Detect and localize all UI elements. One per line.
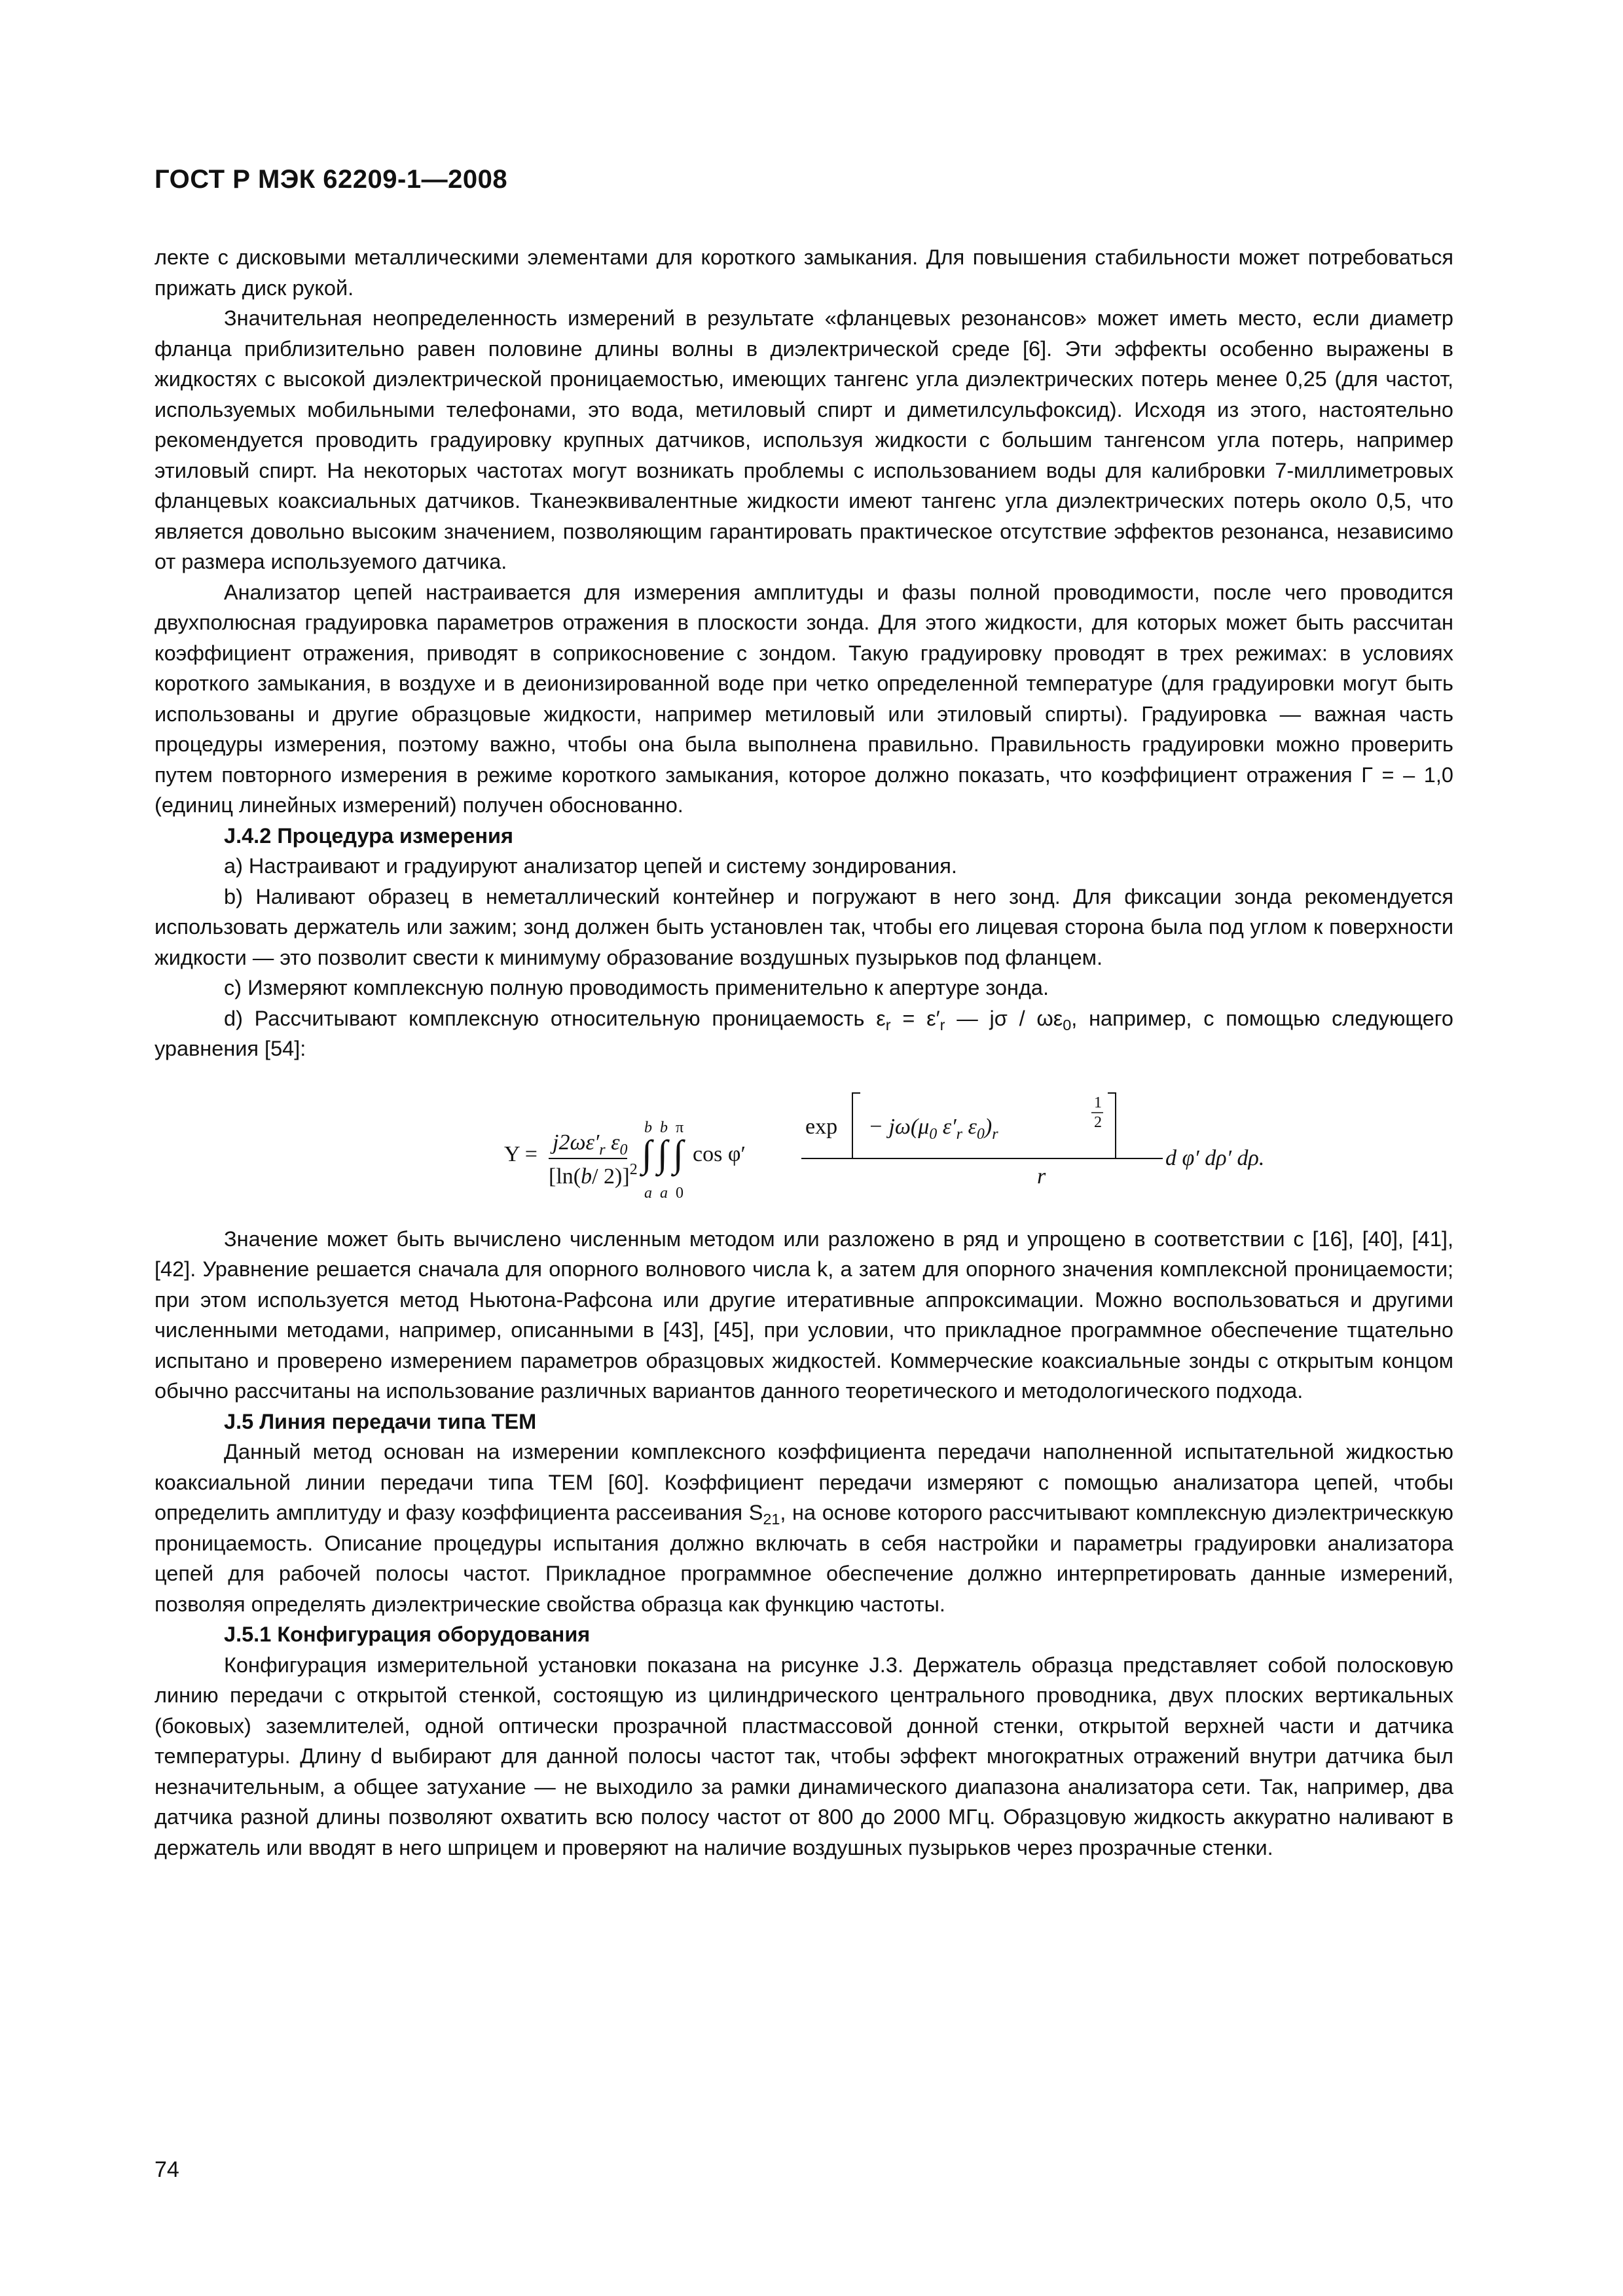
section-heading-j42: J.4.2 Процедура измерения (224, 823, 514, 848)
int-lower-1: a (644, 1184, 652, 1202)
formula-denominator: [ln(b/ 2)]$^2$ (549, 1160, 638, 1189)
paragraph: Конфигурация измерительной установки показана на рисунке J.3. Держатель образца представляет собой полосковую линию передачи с открытой стенкой, состоящую из цилиндрического центрального проводника, двух плоских вертикальных (боковых) заземлителей, одной оптически прозрачной пластмассовой донной стенки, открытой верхней части и датчика температуры. Длину d выбирают для данной полосы частот так, чтобы эффект многократных отражений внутри датчика был незначительным, а общее затухание — не выходило за рамки динамического диапазона анализатора сети. Так, например, два датчика разной длины позволяют охватить всю полосу частот от 800 до 2000 МГц. Образцовую жидкость аккуратно наливают в держатель или вводят в него шприцем и проверяют на наличие воздушных пузырьков через прозрачные стенки. (155, 1653, 1453, 1859)
int-upper-1: b (644, 1119, 652, 1136)
int-upper-2: b (660, 1119, 668, 1136)
paragraph: лекте с дисковыми металлическими элементами для короткого замыкания. Для повышения стабильности может потребоваться прижать диск рукой. (155, 245, 1453, 300)
paragraph: Анализатор цепей настраивается для измерения амплитуды и фазы полной проводимости, после чего проводится двухполюсная градуировка параметров отражения в плоскости зонда. Для этого жидкости, для которых может быть рассчитан коэффициент отражения, приводят в соприкосновение с зондом. Такую градуировку проводят в трех режимах: в условиях короткого замыкания, в воздухе и в деионизированной воде при четко определенной температуре (для градуировки могут быть использованы и другие образцовые жидкости, например метиловый или этиловый спирты). Градуировка — важная часть процедуры измерения, поэтому важно, чтобы она была выполнена правильно. Правильность градуировки можно проверить путем повторного измерения в режиме короткого замыкания, которое должно показать, что коэффициент отражения Г = – 1,0 (единиц линейных измерений) получен обоснованно. (155, 580, 1453, 817)
power-denominator: 2 (1094, 1113, 1102, 1131)
section-heading-j5: J.5 Линия передачи типа ТЕМ (224, 1409, 537, 1433)
left-bracket (852, 1093, 860, 1158)
body-text (155, 242, 1453, 1863)
formula-cos: cos φ′ (693, 1141, 746, 1166)
paragraph: Значение может быть вычислено численным методом или разложено в ряд и упрощено в соответствии с [16], [40], [41], [42]. Уравнение решается сначала для опорного волнового числа k, а затем для опорного значения комплексной проницаемости; при этом используется метод Ньютона-Рафсона или другие итеративные аппроксимации. Можно воспользоваться и другими численными методами, например, описанными в [43], [45], при условии, что прикладное программное обеспечение тщательно испытано и проверено измерением параметров образцовых жидкостей. Коммерческие коаксиальные зонды с открытым концом обычно рассчитаны на использование различных вариантов данного теоретического и методологического подхода. (155, 1227, 1453, 1403)
integral-sign-3: ∫ (673, 1132, 684, 1175)
exp-denominator: r (1037, 1164, 1046, 1189)
page-number: 74 (155, 2157, 179, 2182)
exp-argument: − $j\omega(\mu_0$ $\varepsilon'_r$ $\varepsilon_0)_r$ (868, 1114, 998, 1143)
formula-numerator: $j2\omega\varepsilon'_r$ $\varepsilon_0$ (553, 1130, 628, 1158)
list-item-a: a) Настраивают и градуируют анализатор цепей и систему зондирования. (224, 854, 957, 878)
paragraph: Значительная неопределенность измерений в результате «фланцевых резонансов» может иметь место, если диаметр фланца приблизительно равен половине длины волны в диэлектрической среде [6]. Эти эффекты особенно выражены в жидкостях с высокой диэлектрической проницаемостью, имеющих тангенс угла диэлектрических потерь менее 0,25 (для частот, используемых мобильными телефонами, это вода, метиловый спирт и диметилсульфоксид). Исходя из этого, настоятельно рекомендуется проводить градуировку крупных датчиков, используя жидкости с большим тангенсом угла потерь, например этиловый спирт. На некоторых частотах могут возникать проблемы с использованием воды для калибровки 7-миллиметровых фланцевых коаксиальных датчиков. Тканеэквивалентные жидкости имеют тангенс угла диэлектрических потерь около 0,5, что является довольно высоким значением, позволяющим гарантировать практическое отсутствие эффектов резонанса, независимо от размера используемого датчика. (155, 306, 1453, 573)
section-heading-j51: J.5.1 Конфигурация оборудования (224, 1623, 591, 1646)
paragraph: Данный метод основан на измерении комплексного коэффициента передачи наполненной испытательной жидкостью коаксиальной линии передачи типа ТЕМ [60]. Коэффициент передачи измеряют с помощью анализатора цепей, чтобы определить амплитуду и фазу коэффициента рассеивания $S_{21}$, на основе которого рассчитывают комплексную диэлектрическкую проницаемость. Описание процедуры испытания должно включать в себя настройки и параметры градуировки анализатора цепей для рабочей полосы частот. Прикладное программное обеспечение должно интерпретировать данные измерений, позволяя определять диэлектрические свойства образца как функцию частоты. (155, 1440, 1453, 1616)
int-lower-3: 0 (676, 1184, 684, 1202)
list-item-c: c) Измеряют комплексную полную проводимость применительно к апертуре зонда. (224, 976, 1049, 999)
formula-differentials: d φ′ dρ′ dρ. (1165, 1145, 1265, 1170)
power-numerator: 1 (1094, 1094, 1102, 1111)
formula-exp: exp (805, 1114, 838, 1139)
right-bracket (1108, 1093, 1116, 1158)
formula-lhs: Y = (504, 1141, 538, 1166)
integral-sign-1: ∫ (642, 1132, 652, 1175)
list-item-d: d) Рассчитывают комплексную относительную проницаемость $\varepsilon_r = \varepsilon'_r$ — jσ / $\omega\varepsilon_0$, например, с помощью следующего уравнения [54]: (155, 1006, 1453, 1060)
int-upper-3: π (676, 1119, 684, 1136)
document-header: ГОСТ Р МЭК 62209-1—2008 (155, 165, 508, 194)
int-lower-2: a (660, 1184, 668, 1202)
list-item-b: b) Наливают образец в неметаллический контейнер и погружают в него зонд. Для фиксации зонда рекомендуется использовать держатель или зажим; зонд должен быть установлен так, чтобы его лицевая сторона была под углом к поверхности жидкости — это позволит свести к минимуму образование воздушных пузырьков под фланцем. (155, 884, 1453, 969)
admittance-formula (155, 1079, 1453, 1204)
integral-sign-2: ∫ (657, 1132, 668, 1175)
